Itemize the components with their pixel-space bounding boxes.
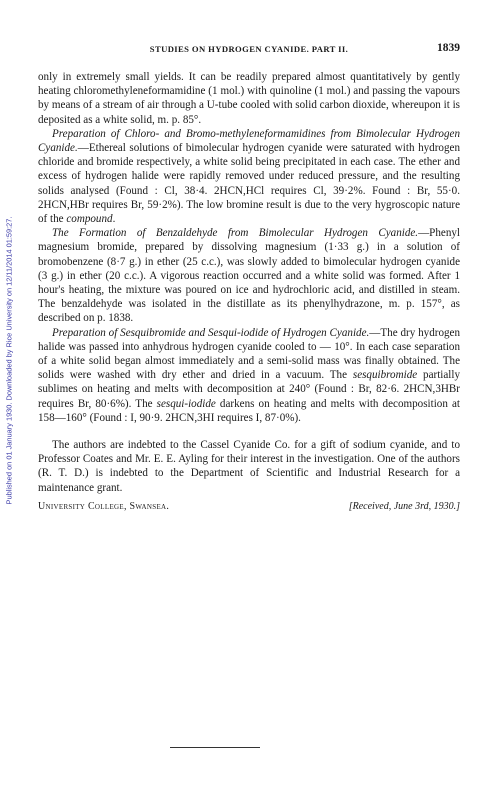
paragraph-sesquihalides-text-a: —The dry hydrogen halide was passed into anhydrous hydrogen cyanide cooled to — 10°. In each case separation of a white solid began almost immediately and a semi-solid mass was finally obtained. The solids were washed with dry ether and dried in a vacuum. The xyxy=(38,326,461,382)
paragraph-halide-end: . xyxy=(112,213,116,226)
sesqui-iodide-term: sesqui-iodide xyxy=(156,397,216,410)
article-footer xyxy=(38,500,460,514)
running-title: STUDIES ON HYDROGEN CYANIDE. PART II. xyxy=(149,44,349,54)
paragraph-continued: only in extremely small yields. It can be readily prepared almost quantitatively by gently heating chloromethyleneformamidine (1 mol.) with quinoline (1 mol.) and passing the vapours by means of a stream of air through a U-tube cooled with solid carbon dioxide, whereupon it is deposited as a white solid, m. p. 85°. xyxy=(38,71,460,126)
received-date: [Received, June 3rd, 1930.] xyxy=(348,500,460,512)
end-rule xyxy=(170,747,260,748)
acknowledgements: The authors are indebted to the Cassel Cyanide Co. for a gift of sodium cyanide, and to Professor Coates and Mr. E. E. Ayling for their interest in the investigation. One of the authors (R. T. D.) is indebted to the Department of Scientific and Industrial Research for a maintenance grant. xyxy=(38,439,460,494)
section-heading-benzaldehyde: The Formation of Benzaldehyde from Bimolecular Hydrogen Cyanide. xyxy=(52,227,419,240)
page-header xyxy=(38,44,460,58)
paragraph-sesquihalides-text-b: partially sublimes on heating and melts with decomposition at 240° (Found : Br, 82·6. 2HCN,3HBr requires Br, 80·6%). The xyxy=(38,369,460,410)
compound-term: compound xyxy=(66,213,113,226)
sesquibromide-term: sesquibromide xyxy=(352,369,418,382)
paragraph-halide-preparation xyxy=(38,127,460,226)
article-body xyxy=(38,70,460,514)
paragraph-halide-text: —Ethereal solutions of bimolecular hydrogen cyanide were saturated with hydrogen chloride and bromide respectively, a white solid being precipitated in each case. The ether and excess of hydrogen halide were rapidly removed under reduced pressure, and the resulting solids analysed (Found : Cl, 38·4. 2HCN,HCl requires Cl, 39·2%. Found : Br, 55·0. 2HCN,HBr requires Br, 59·2%). The low bromine result is due to the very hygroscopic nature of the xyxy=(38,142,460,226)
paragraph-benzaldehyde-text: —Phenyl magnesium bromide, prepared by dissolving magnesium (1·33 g.) in a solution of bromobenzene (8·7 g.) in ether (25 c.c.), was slowly added to bimolecular hydrogen cyanide (3 g.) in ether (20 c.c.). A vigorous reaction occurred and a white solid was formed. After 1 hour's heating, the mixture was poured on ice and hydrochloric acid, and distilled in steam. The benzaldehyde was isolated in the distillate as its phenylhydrazone, m. p. 157°, as described on p. 1838. xyxy=(38,227,460,325)
paragraph-sesquihalides xyxy=(38,326,460,425)
page-number: 1839 xyxy=(437,42,460,54)
download-watermark-text: Published on 01 January 1930. Downloaded by Rice University on 12/11/2014 01:59:27. xyxy=(4,216,14,504)
paragraph-benzaldehyde xyxy=(38,226,460,325)
institution-address: University College, Swansea. xyxy=(38,500,170,512)
section-heading-halides: Preparation of Chloro- and Bromo-methyleneformamidines from Bimolecular Hydrogen Cyanide. xyxy=(38,127,460,155)
section-heading-sesquihalides: Preparation of Sesquibromide and Sesqui-iodide of Hydrogen Cyanide. xyxy=(52,326,370,339)
download-watermark xyxy=(4,100,14,620)
paragraph-sesquihalides-text-c: darkens on heating and melts with decomposition at 158—160° (Found : I, 90·9. 2HCN,3HI requires I, 87·0%). xyxy=(38,397,460,424)
